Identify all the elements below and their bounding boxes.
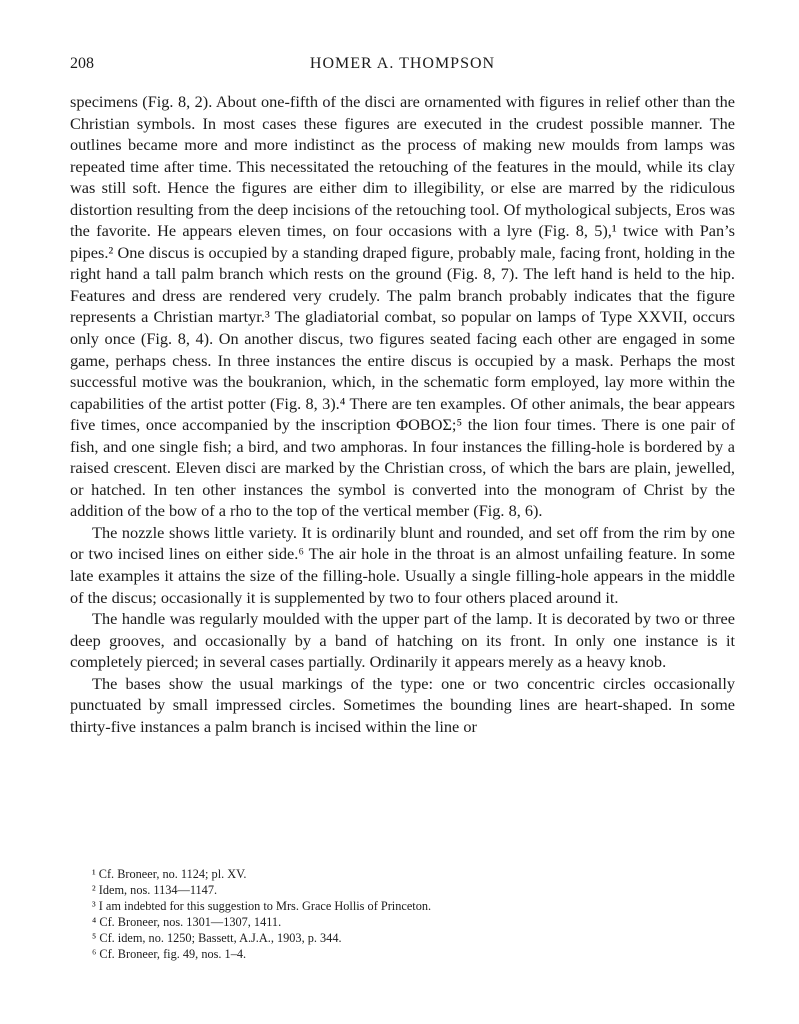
paragraph: The bases show the usual markings of the type: one or two concentric circles occasionally punctuated by small impressed circles. Sometimes the bounding lines are heart-shaped. In some thirty-five instances a palm branch is incised within the line or: [70, 673, 735, 736]
footnote: ¹ Cf. Broneer, no. 1124; pl. XV.: [92, 867, 247, 881]
footnote: ⁶ Cf. Broneer, fig. 49, nos. 1–4.: [92, 947, 247, 961]
footnote: ³ I am indebted for this suggestion to Mrs. Grace Hollis of Princeton.: [92, 899, 432, 913]
footnote: ² Idem, nos. 1134—1147.: [92, 883, 218, 897]
body-text: [70, 91, 735, 737]
footnote: ⁵ Cf. idem, no. 1250; Bassett, A.J.A., 1903, p. 344.: [92, 931, 342, 945]
page-header: [70, 55, 735, 79]
page-number: 208: [70, 55, 94, 72]
footnotes: [92, 866, 712, 962]
paragraph: The handle was regularly moulded with the upper part of the lamp. It is decorated by two or three deep grooves, and occasionally by a band of hatching on its front. In only one instance is it completely pierced; in several cases partially. Ordinarily it appears merely as a heavy knob.: [70, 609, 735, 672]
paragraph: The nozzle shows little variety. It is ordinarily blunt and rounded, and set off from the rim by one or two incised lines on either side.⁶ The air hole in the throat is an almost unfailing feature. In some late examples it attains the size of the filling-hole. Usually a single filling-hole appears in the middle of the discus; occasionally it is supplemented by two to four others placed around it.: [70, 522, 735, 607]
paragraph: specimens (Fig. 8, 2). About one-fifth of the disci are ornamented with figures in relief other than the Christian symbols. In most cases these figures are executed in the crudest possible manner. The outlines became more and more indistinct as the process of making new moulds from lamps was repeated time after time. This necessitated the retouching of the features in the mould, while its clay was still soft. Hence the figures are either dim to illegibility, or else are marred by the ridiculous distortion resulting from the deep incisions of the retouching tool. Of mythological subjects, Eros was the favorite. He appears eleven times, on four occasions with a lyre (Fig. 8, 5),¹ twice with Pan’s pipes.² One discus is occupied by a standing draped figure, probably male, facing front, holding in the right hand a tall palm branch which rests on the ground (Fig. 8, 7). The left hand is held to the hip. Features and dress are rendered very crudely. The palm branch probably indicates that the figure represents a Christian martyr.³ The gladiatorial combat, so popular on lamps of Type XXVII, occurs only once (Fig. 8, 4). On another discus, two figures seated facing each other are engaged in some game, perhaps chess. In three instances the entire discus is occupied by a mask. Perhaps the most successful motive was the boukranion, which, in the schematic form employed, lay more within the capabilities of the artist potter (Fig. 8, 3).⁴ There are ten examples. Of other animals, the bear appears five times, once accompanied by the inscription ΦΟΒΟΣ;⁵ the lion four times. There is one pair of fish, and one single fish; a bird, and two amphoras. In four instances the filling-hole is bordered by a raised crescent. Eleven disci are marked by the Christian cross, of which the bars are plain, jewelled, or hatched. In ten other instances the symbol is converted into the monogram of Christ by the addition of the bow of a rho to the top of the vertical member (Fig. 8, 6).: [70, 92, 735, 521]
footnote: ⁴ Cf. Broneer, nos. 1301—1307, 1411.: [92, 915, 282, 929]
running-head: HOMER A. THOMPSON: [309, 55, 496, 72]
